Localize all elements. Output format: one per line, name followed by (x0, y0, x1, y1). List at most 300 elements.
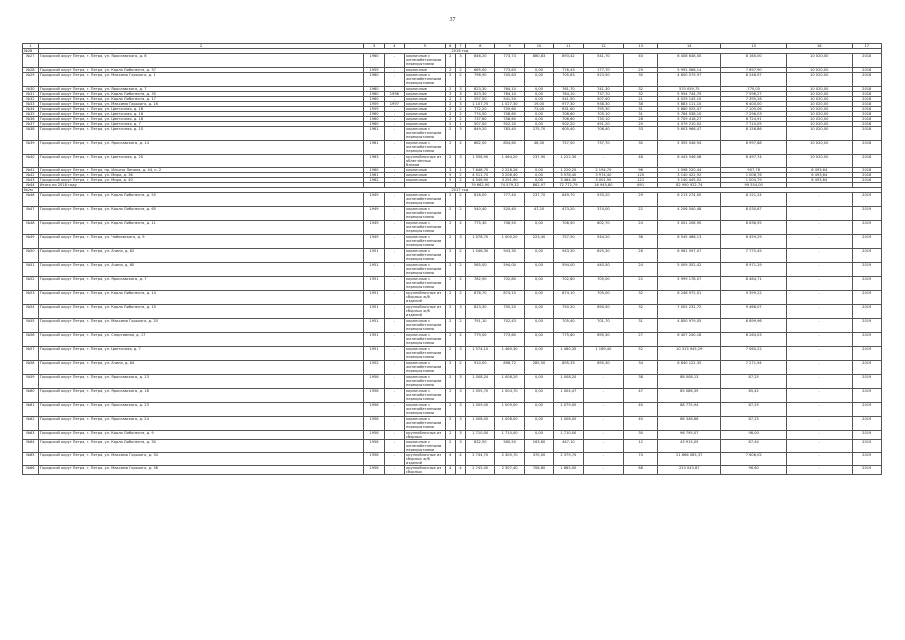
cell-c11: 502,20 (554, 122, 583, 127)
cell-c11: 2 379,70 (554, 453, 583, 466)
cell-c12: 741,30 (583, 87, 624, 92)
cell-c8: 774,50 (466, 112, 495, 117)
cell-c6: 2 (445, 97, 455, 102)
group-year-label: 2016 год (38, 49, 881, 54)
cell-wall: кирпичные (405, 107, 446, 112)
cell-c8: 1 008,00 (466, 417, 495, 431)
cell-c12: 533,20 (583, 193, 624, 207)
cell-c10: 706,80 (524, 466, 553, 475)
cell-c16: 6 493,64 (786, 178, 852, 183)
cell-num: №64 (23, 440, 39, 453)
cell-c6: 2 (445, 431, 455, 440)
cell-c6: 2 (445, 305, 455, 319)
cell-c10: 237,70 (524, 193, 553, 207)
cell-c4: - (384, 122, 404, 127)
cell-c10: 0,00 (524, 291, 553, 305)
cell-c6: 4 (445, 453, 455, 466)
cell-c6: 2 (445, 417, 455, 431)
cell-c13: 68 (624, 466, 658, 475)
cell-addr: Городской округ Петра, г. Петра, ул. Цветочная, д. 1б (38, 107, 364, 112)
cell-c13: 21 (624, 97, 658, 102)
table-row (23, 235, 882, 249)
cell-c14: 5 764 038,10 (658, 112, 721, 117)
cell-c16: - (786, 347, 852, 361)
cell-c6: 5 (445, 178, 455, 183)
cell-c16: - (786, 417, 852, 431)
cell-c7: 3 (455, 235, 465, 249)
cell-c11: 3 978,40 (554, 173, 583, 178)
cell-c17: 2018 (852, 97, 881, 102)
cell-c17: 2019 (852, 431, 881, 440)
cell-wall: крупноблочные из сборных ж/б изделий (405, 453, 446, 466)
table-row (23, 305, 882, 319)
cell-c8: 846,20 (466, 54, 495, 68)
cell-c11: 895,33 (554, 361, 583, 375)
cell-c3: 1960 (364, 92, 384, 97)
column-number: 9 (495, 44, 524, 49)
cell-num: №50 (23, 249, 39, 263)
cell-c15: 85,42 (721, 389, 787, 403)
cell-num: №29 (23, 73, 39, 87)
cell-c3: 1956 (364, 389, 384, 403)
cell-num: №36 (23, 117, 39, 122)
cell-c11: 977,30 (554, 102, 583, 107)
cell-wall: кирпичные с железобетонными перекрытиями (405, 361, 446, 375)
cell-c9: 708,60 (495, 112, 524, 117)
cell-c9: 750,20 (495, 305, 524, 319)
cell-c14: 5 001 208,90 (658, 221, 721, 235)
column-number: 5 (405, 44, 446, 49)
cell-c14: 85 086,39 (658, 389, 721, 403)
cell-c3: 1959 (364, 102, 384, 107)
cell-c13: 691 (624, 183, 658, 188)
cell-c15: 7 395,28 (721, 97, 787, 102)
cell-c3: 1951 (364, 249, 384, 263)
cell-c8: 1 009,00 (466, 403, 495, 417)
cell-c14: 6 840 122,35 (658, 361, 721, 375)
cell-wall: кирпичные с железобетонными перекрытиями (405, 54, 446, 68)
cell-c7: 3 (455, 347, 465, 361)
cell-c17: 2018 (852, 68, 881, 73)
cell-c9: 1 710,00 (495, 431, 524, 440)
cell-c16: 10 020,00 (786, 97, 852, 102)
cell-c17: 2018 (852, 92, 881, 97)
cell-wall: крупноблочные из сборных (405, 431, 446, 440)
cell-c4: - (384, 221, 404, 235)
cell-c11: 1 004,47 (554, 389, 583, 403)
cell-c17: 2019 (852, 361, 881, 375)
cell-c4: - (384, 263, 404, 277)
cell-c17: 2019 (852, 333, 881, 347)
cell-c9: 783,40 (495, 127, 524, 141)
cell-addr: Городской округ Петра, г. Петра, ул. Ярославского, д. 6 (38, 54, 364, 68)
cell-c11: 1 008,20 (554, 375, 583, 389)
cell-c14: 3 140 422,92 (658, 173, 721, 178)
cell-c8: 4 511,70 (466, 173, 495, 178)
cell-c7: 2 (455, 97, 465, 102)
cell-c8: 2 745,00 (466, 466, 495, 475)
cell-c6: 2 (445, 389, 455, 403)
cell-c17: 2019 (852, 235, 881, 249)
cell-c6: 2 (445, 291, 455, 305)
cell-c11: 764,10 (554, 92, 583, 97)
cell-wall: крупноблочные из облегчённых блоков (405, 155, 446, 168)
cell-c9: 1 009,00 (495, 403, 524, 417)
cell-c10: 223,40 (524, 235, 553, 249)
cell-c12: 690,50 (583, 305, 624, 319)
cell-c16: 10 020,00 (786, 87, 852, 92)
cell-c11: 706,60 (554, 117, 583, 122)
cell-c12: 440,50 (583, 263, 624, 277)
cell-c16: 10 020,00 (786, 155, 852, 168)
cell-addr: Городской округ Петра, г. Петра, ул. Ярославского, д. 24 (38, 417, 364, 431)
cell-c6: 2 (445, 122, 455, 127)
cell-wall: кирпичные с железобетонными перекрытиями (405, 221, 446, 235)
cell-c17: 2018 (852, 107, 881, 112)
table-row (23, 361, 882, 375)
cell-c16: - (786, 263, 852, 277)
cell-num: №27 (23, 54, 39, 68)
cell-addr: Городской округ Петра, г. Петра, ул. Мира, д. 40 (38, 178, 364, 183)
cell-c17: 2019 (852, 193, 881, 207)
cell-wall: кирпичные (405, 87, 446, 92)
cell-c10: 0,00 (524, 389, 553, 403)
cell-c7: 2 (455, 249, 465, 263)
cell-c16: 10 020,00 (786, 68, 852, 73)
cell-c3: 1963 (364, 155, 384, 168)
cell-c15: 8 156,86 (721, 127, 787, 141)
cell-c4: - (384, 87, 404, 92)
cell-c14: 82 990 922,74 (658, 183, 721, 188)
table-row (23, 263, 882, 277)
cell-c15: 8 464,71 (721, 277, 787, 291)
cell-c10: 0,00 (524, 178, 553, 183)
cell-addr: Городской округ Петра, г. Петра, ул. Карла Либкнехта, д. 17 (38, 97, 364, 102)
cell-c9: 1 008,00 (495, 417, 524, 431)
cell-num: №49 (23, 235, 39, 249)
cell-c13: 33 (624, 127, 658, 141)
cell-wall: кирпичные (405, 112, 446, 117)
cell-c15: 6 899,96 (721, 319, 787, 333)
cell-c15: 8 246,97 (721, 73, 787, 87)
cell-c16: - (786, 249, 852, 263)
cell-c10: 0,00 (524, 263, 553, 277)
cell-c12: 2 194,70 (583, 168, 624, 173)
cell-c15: 7 596,27 (721, 92, 787, 97)
cell-c3: 1951 (364, 347, 384, 361)
cell-wall: кирпичные (405, 92, 446, 97)
cell-c12: - (583, 431, 624, 440)
cell-c16: - (786, 221, 852, 235)
cell-c9: 773,63 (495, 68, 524, 73)
cell-c8: 1 710,00 (466, 431, 495, 440)
cell-c4: - (384, 333, 404, 347)
table-row (23, 417, 882, 431)
cell-c4: - (384, 431, 404, 440)
cell-c7: 2 (455, 68, 465, 73)
cell-c13: 40 (624, 417, 658, 431)
cell-c17: 2018 (852, 122, 881, 127)
cell-c4: - (384, 453, 404, 466)
group-year-label: 2017 год (38, 188, 881, 193)
cell-addr: Городской округ Петра, г. Петра, ул. Карла Либкнехта, д. 15 (38, 305, 364, 319)
cell-wall: кирпичные (405, 178, 446, 183)
cell-c15: 907,78 (721, 168, 787, 173)
cell-c7: 2 (455, 361, 465, 375)
cell-c15: 87,25 (721, 417, 787, 431)
cell-c15: 7 105,06 (721, 107, 787, 112)
housing-registry-table (22, 43, 882, 475)
cell-c4: - (384, 291, 404, 305)
cell-c12: 705,00 (583, 291, 624, 305)
page-number: 37 (449, 17, 456, 23)
cell-num: №54 (23, 305, 39, 319)
cell-c7: 2 (455, 107, 465, 112)
cell-num: №28 (23, 68, 39, 73)
cell-num: №66 (23, 466, 39, 475)
column-number: 4 (384, 44, 404, 49)
cell-addr: Городской округ Петра, г. Петра, ул. Цветочная, д. 18 (38, 117, 364, 122)
cell-c8: 565,00 (466, 263, 495, 277)
cell-c8: 823,30 (466, 92, 495, 97)
cell-c9: 502,20 (495, 122, 524, 127)
cell-c11: 605,40 (554, 127, 583, 141)
cell-c14: 4 850 979,05 (658, 319, 721, 333)
group-number: №2м (23, 188, 39, 193)
cell-c9: 2 305,70 (495, 453, 524, 466)
cell-num: №44 (23, 183, 39, 188)
cell-wall: кирпичные с железобетонными перекрытиями (405, 73, 446, 87)
cell-c16: 10 020,00 (786, 92, 852, 97)
cell-c4: - (384, 277, 404, 291)
cell-c13: 22 (624, 277, 658, 291)
cell-c9: 1 027,30 (495, 102, 524, 107)
cell-c6: 2 (445, 347, 455, 361)
cell-c6: 2 (445, 112, 455, 117)
cell-c12: - (583, 403, 624, 417)
cell-c11: 447,10 (554, 440, 583, 453)
cell-c15: 87,44 (721, 440, 787, 453)
cell-c16: - (786, 305, 852, 319)
cell-c8: 779,00 (466, 333, 495, 347)
cell-c8: 1 046,30 (466, 249, 495, 263)
cell-c12: 625,30 (583, 249, 624, 263)
cell-c3: 1956 (364, 403, 384, 417)
cell-c3: 1959 (364, 68, 384, 73)
cell-c15: 7 271,94 (721, 361, 787, 375)
cell-c6: 2 (445, 263, 455, 277)
cell-c17: 2018 (852, 117, 881, 122)
cell-c8: 4 546,90 (466, 178, 495, 183)
cell-c15: 6 724,91 (721, 117, 787, 122)
column-number: 16 (786, 44, 852, 49)
cell-c3: 1951 (364, 263, 384, 277)
cell-c14: 5 880 025,47 (658, 107, 721, 112)
table-row (23, 403, 882, 417)
cell-c14: 6 407 240,18 (658, 333, 721, 347)
cell-c9: 1 000,20 (495, 235, 524, 249)
cell-c16: - (786, 431, 852, 440)
cell-c12: 507,40 (583, 97, 624, 102)
cell-c13: 121 (624, 178, 658, 183)
cell-c16: 10 020,00 (786, 102, 852, 107)
cell-wall: кирпичные с железобетонными перекрытиями (405, 141, 446, 155)
table-row (23, 193, 882, 207)
table-row (23, 375, 882, 389)
cell-c12: 16 945,80 (583, 183, 624, 188)
cell-c10: 72,00 (524, 107, 553, 112)
cell-c15: 8 160,00 (721, 54, 787, 68)
cell-c7: 3 (455, 54, 465, 68)
cell-c17: 2018 (852, 73, 881, 87)
cell-addr: Городской округ Петра, г. Петра, ул. Цветочная, д. 20 (38, 155, 364, 168)
cell-addr: Городской округ Петра, г. Петра, ул. Максима Горького, д. 1 (38, 73, 364, 87)
cell-c16: 10 020,00 (786, 117, 852, 122)
cell-c3: 1949 (364, 193, 384, 207)
cell-addr: Городской округ Петра, г. Петра, ул. Карла Либкнехта, д. 37 (38, 68, 364, 73)
column-number: 7 (455, 44, 465, 49)
cell-c15: 6 497,74 (721, 155, 787, 168)
cell-c6: 2 (445, 127, 455, 141)
cell-addr: Городской округ Петра, г. Петра, ул. Карла Либкнехта, д. 14 (38, 291, 364, 305)
cell-c10: 0,00 (524, 319, 553, 333)
cell-c13: 47 (624, 389, 658, 403)
cell-c3: 1951 (364, 305, 384, 319)
cell-c9: 594,00 (495, 263, 524, 277)
cell-c6: 2 (445, 333, 455, 347)
cell-c16: - (786, 207, 852, 221)
cell-c9: 1 008,20 (495, 375, 524, 389)
cell-c12: - (583, 466, 624, 475)
cell-c15: 87,25 (721, 375, 787, 389)
cell-c6: 2 (445, 249, 455, 263)
cell-c14: 5 603 966,47 (658, 127, 721, 141)
cell-c4: 1996 (384, 92, 404, 97)
cell-c15: 8 121,24 (721, 193, 787, 207)
cell-addr: Городской округ Петра, г. Петра, ул. Ярославского, д. 14 (38, 141, 364, 155)
cell-num: №41 (23, 168, 39, 173)
cell-c9: 2 228,26 (495, 168, 524, 173)
cell-c8: 79 662,90 (466, 183, 495, 188)
cell-c17: 2019 (852, 319, 881, 333)
cell-wall: кирпичные с железобетонными перекрытиями (405, 249, 446, 263)
cell-num: №35 (23, 112, 39, 117)
cell-c15: 6 997,88 (721, 141, 787, 155)
cell-c10: 163,60 (524, 440, 553, 453)
cell-c16: - (786, 466, 852, 475)
cell-c9: 74 579,32 (495, 183, 524, 188)
cell-c10: 0,00 (524, 403, 553, 417)
cell-c9: 773,73 (495, 54, 524, 68)
cell-c12: 695,30 (583, 361, 624, 375)
cell-c13: 30 (624, 141, 658, 155)
cell-c16: - (786, 235, 852, 249)
cell-c14: 5 883 111,10 (658, 102, 721, 107)
cell-c6: 2 (445, 403, 455, 417)
cell-c10: 0,00 (524, 87, 553, 92)
cell-c16: 10 020,00 (786, 127, 852, 141)
cell-c6: 2 (445, 207, 455, 221)
cell-c16: - (786, 277, 852, 291)
cell-c9: 1 460,30 (495, 347, 524, 361)
cell-c17: 2018 (852, 178, 881, 183)
cell-c15: 9 399,22 (721, 291, 787, 305)
cell-c11: 750,20 (554, 305, 583, 319)
table-row (23, 277, 882, 291)
cell-c15: 7 606,02 (721, 453, 787, 466)
column-number: 15 (721, 44, 787, 49)
cell-c7: 3 (455, 389, 465, 403)
cell-c4: - (384, 417, 404, 431)
cell-addr: Городской округ Петра, г. Петра, ул. Карла Либкнехта, д. 65 (38, 207, 364, 221)
cell-addr: Городской округ Петра, г. Петра, ул. Карла Либкнехта, д. 11 (38, 221, 364, 235)
cell-c15: 87,25 (721, 403, 787, 417)
cell-c11: 708,60 (554, 112, 583, 117)
cell-c3: 1949 (364, 235, 384, 249)
cell-c10: 0,00 (524, 249, 553, 263)
cell-num: №57 (23, 347, 39, 361)
cell-c3: 1956 (364, 440, 384, 453)
cell-c11: 541,50 (554, 97, 583, 102)
cell-c14: 5 709 418,27 (658, 117, 721, 122)
cell-c14: 6 961 597,07 (658, 249, 721, 263)
cell-c4: - (384, 305, 404, 319)
cell-addr: Городской округ Петра, г. Петра, ул. Цветочная, д. 7 (38, 122, 364, 127)
cell-addr: Городской округ Петра, г. Петра, ул. Ачина, д. 64 (38, 361, 364, 375)
cell-c12: - (583, 440, 624, 453)
cell-c4: - (384, 235, 404, 249)
cell-c3: 1951 (364, 333, 384, 347)
column-number: 11 (554, 44, 583, 49)
cell-c4: - (384, 97, 404, 102)
cell-c17: 2018 (852, 168, 881, 173)
cell-c4: - (384, 193, 404, 207)
cell-c13: 31 (624, 107, 658, 112)
cell-wall: кирпичные (405, 173, 446, 178)
cell-c3: 1956 (364, 417, 384, 431)
cell-c9: 777,40 (495, 193, 524, 207)
cell-wall: кирпичные с железобетонными перекрытиями (405, 403, 446, 417)
cell-c7: 2 (455, 207, 465, 221)
table-row (23, 431, 882, 440)
cell-c14: 3 140 445,02 (658, 178, 721, 183)
cell-c17: 2019 (852, 347, 881, 361)
cell-c7: 2 (455, 178, 465, 183)
cell-c11: 72 772,79 (554, 183, 583, 188)
cell-c12: 706,40 (583, 127, 624, 141)
table-row (23, 453, 882, 466)
cell-c8: 772,20 (466, 107, 495, 112)
cell-c10: 0,00 (524, 417, 553, 431)
cell-c8: 507,00 (466, 122, 495, 127)
cell-c7: 3 (455, 375, 465, 389)
cell-c14: 86 348,66 (658, 417, 721, 431)
column-number: 17 (852, 44, 881, 49)
cell-c14: 6 246 972,01 (658, 291, 721, 305)
cell-c13: 40 (624, 403, 658, 417)
cell-c15: 6 459,29 (721, 235, 787, 249)
cell-c13: 36 (624, 235, 658, 249)
cell-c13: 120 (624, 173, 658, 178)
cell-wall: кирпичные с железобетонными перекрытиями (405, 235, 446, 249)
cell-c13: 26 (624, 249, 658, 263)
cell-c11: 705,40 (554, 319, 583, 333)
cell-wall: кирпичные (405, 117, 446, 122)
cell-c17: 2019 (852, 207, 881, 221)
cell-addr: Городской округ Петра, г. Петра, ул. Мира, д. 36 (38, 173, 364, 178)
cell-num: №30 (23, 87, 39, 92)
cell-c10: 0,00 (524, 122, 553, 127)
